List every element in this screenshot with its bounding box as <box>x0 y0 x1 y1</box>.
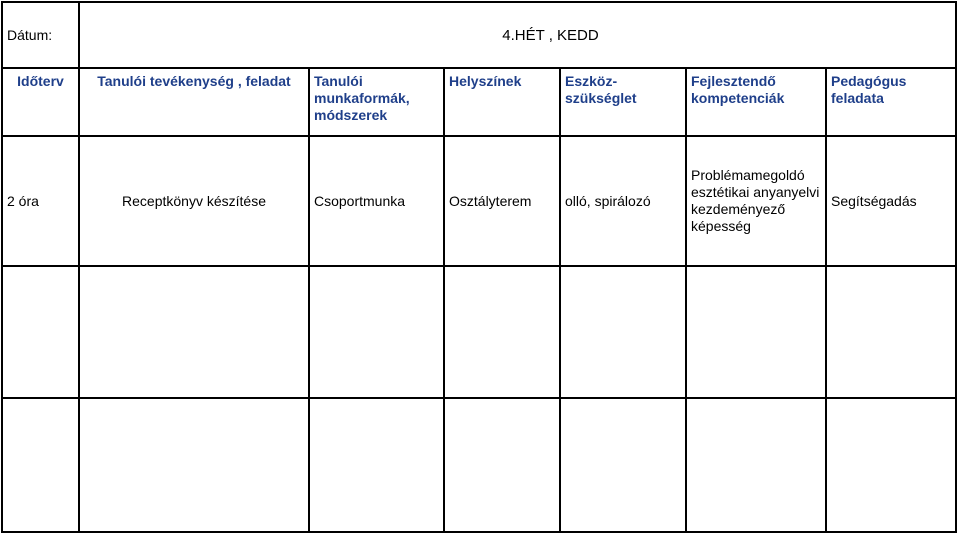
empty-cell <box>686 398 826 532</box>
column-header-teacher-task: Pedagógus feladata <box>826 68 956 136</box>
cell-location: Osztályterem <box>444 136 560 266</box>
empty-cell <box>309 398 444 532</box>
column-header-competencies: Fejlesztendő kompetenciák <box>686 68 826 136</box>
empty-cell <box>2 398 79 532</box>
empty-table-row <box>2 266 956 398</box>
date-row <box>2 2 956 68</box>
column-header-method: Tanulói munkaformák, módszerek <box>309 68 444 136</box>
empty-cell <box>826 266 956 398</box>
table-row <box>2 136 956 266</box>
empty-cell <box>309 266 444 398</box>
cell-tools: olló, spirálozó <box>560 136 686 266</box>
cell-activity: Receptkönyv készítése <box>79 136 309 266</box>
column-header-row <box>2 68 956 136</box>
column-header-tools: Eszköz-szükséglet <box>560 68 686 136</box>
week-title: 4.HÉT , KEDD <box>79 2 956 68</box>
empty-cell <box>560 266 686 398</box>
date-label: Dátum: <box>2 2 79 68</box>
empty-cell <box>560 398 686 532</box>
column-header-location: Helyszínek <box>444 68 560 136</box>
cell-method: Csoportmunka <box>309 136 444 266</box>
cell-teacher-task: Segítségadás <box>826 136 956 266</box>
cell-time: 2 óra <box>2 136 79 266</box>
column-header-time: Időterv <box>2 68 79 136</box>
empty-cell <box>79 266 309 398</box>
empty-cell <box>826 398 956 532</box>
empty-table-row <box>2 398 956 532</box>
empty-cell <box>686 266 826 398</box>
empty-cell <box>444 398 560 532</box>
empty-cell <box>444 266 560 398</box>
empty-cell <box>79 398 309 532</box>
column-header-activity: Tanulói tevékenység , feladat <box>79 68 309 136</box>
lesson-plan-table <box>1 1 957 533</box>
empty-cell <box>2 266 79 398</box>
cell-competencies: Problémamegoldó esztétikai anyanyelvi kezdeményező képesség <box>686 136 826 266</box>
